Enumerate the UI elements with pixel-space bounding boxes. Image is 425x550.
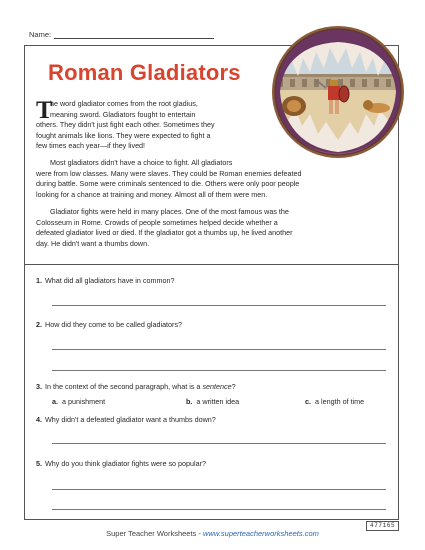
- drop-cap: T: [36, 97, 53, 124]
- answer-line-4[interactable]: [52, 443, 386, 444]
- question-2: [36, 320, 182, 329]
- question-3-text: In the context of the second paragraph, what is a: [45, 382, 203, 391]
- option-c[interactable]: [305, 397, 364, 406]
- paragraph-2-line-4: looking for a chance at training and money. Almost all of them were men.: [36, 189, 268, 199]
- paragraph-1-line-4: fought animals like lions. They were expected to fight a: [36, 130, 211, 140]
- paragraph-3-line-4: day. He didn't want a thumbs down.: [36, 238, 150, 248]
- gladiator-illustration: [270, 24, 406, 160]
- answer-line-2b[interactable]: [52, 370, 386, 371]
- paragraph-3-line-1: Gladiator fights were held in many places. One of the most famous was the: [50, 207, 289, 216]
- option-c-text: a length of time: [315, 397, 365, 406]
- paragraph-1-line-2: meaning sword. Gladiators fought to entertain: [50, 109, 196, 119]
- paragraph-2-line-2: were from low classes. Many were slaves. They could be Roman enemies defeated: [36, 168, 302, 178]
- option-b-letter: b.: [186, 397, 193, 406]
- paragraph-1-line-5: few times each year—if they lived!: [36, 141, 146, 150]
- name-label: Name:: [29, 30, 52, 39]
- question-2-number: 2.: [36, 320, 42, 329]
- paragraph-2-line-3: during battle. Some were criminals sentenced to die. Others were only poor people: [36, 179, 300, 188]
- question-3: [36, 382, 236, 391]
- question-1: [36, 276, 174, 285]
- question-3-number: 3.: [36, 382, 42, 391]
- paragraph-1-line-3: others. They didn't just fight each other. Sometimes they: [36, 120, 215, 129]
- answer-line-2a[interactable]: [52, 349, 386, 350]
- page-title: Roman Gladiators: [48, 60, 241, 85]
- option-b[interactable]: [186, 397, 239, 406]
- footer-separator: -: [196, 529, 203, 538]
- paragraph-3-line-2: Colosseum in Rome. Crowds of people sometimes helped decide whether a: [36, 217, 278, 227]
- footer: [0, 529, 425, 538]
- question-5: [36, 459, 206, 468]
- footer-url-link[interactable]: www.superteacherworksheets.com: [202, 529, 319, 538]
- question-2-text: How did they come to be called gladiators?: [45, 320, 183, 329]
- question-1-number: 1.: [36, 276, 42, 285]
- answer-line-1[interactable]: [52, 305, 386, 306]
- option-a-letter: a.: [52, 397, 58, 406]
- paragraph-3-line-3: defeated gladiator lived or died. If the gladiator got a thumbs up, he lived another: [36, 228, 293, 237]
- option-a-text: a punishment: [62, 397, 106, 406]
- answer-line-5a[interactable]: [52, 489, 386, 490]
- paragraph-1-line-1: he word gladiator comes from the root gladius,: [50, 99, 198, 108]
- question-1-text: What did all gladiators have in common?: [45, 276, 175, 285]
- question-5-number: 5.: [36, 459, 42, 468]
- answer-line-5b[interactable]: [52, 509, 386, 510]
- option-c-letter: c.: [305, 397, 311, 406]
- section-divider: [24, 264, 399, 265]
- name-input-line[interactable]: [54, 38, 214, 39]
- question-5-text: Why do you think gladiator fights were so popular?: [45, 459, 207, 468]
- footer-brand: Super Teacher Worksheets: [106, 529, 197, 538]
- option-b-text: a written idea: [196, 397, 240, 406]
- question-4: [36, 415, 216, 424]
- question-4-number: 4.: [36, 415, 42, 424]
- worksheet-code: 477165: [366, 521, 399, 531]
- paragraph-2-line-1: Most gladiators didn't have a choice to fight. All gladiators: [50, 158, 233, 167]
- question-3-text-end: ?: [231, 382, 236, 391]
- option-a[interactable]: [52, 397, 105, 406]
- question-4-text: Why didn't a defeated gladiator want a thumbs down?: [45, 415, 216, 424]
- question-3-italic-word: sentence: [202, 382, 232, 391]
